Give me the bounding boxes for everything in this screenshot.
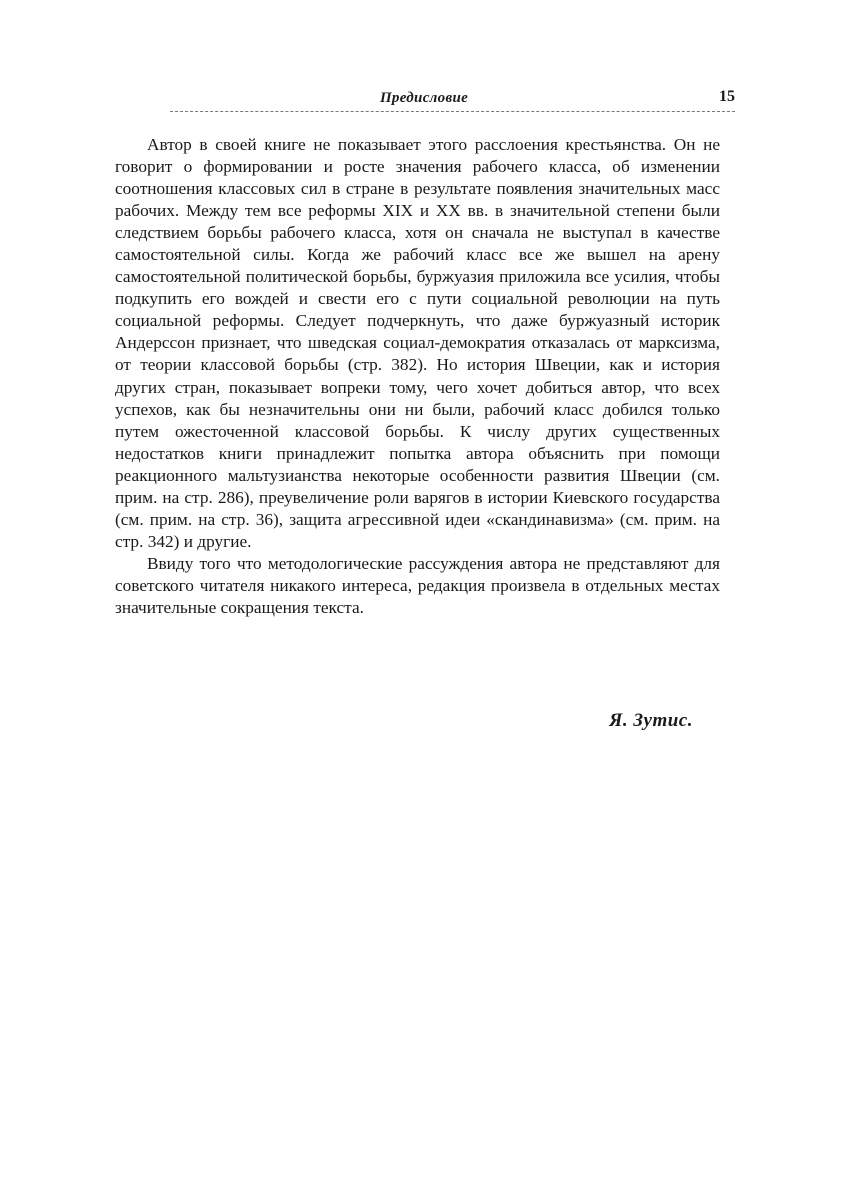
- author-signature: Я. Зутис.: [609, 710, 693, 731]
- paragraph-1: Автор в своей книге не показывает этого расслоения крестьянства. Он не говорит о формировании и росте значения рабочего класса, об изменении соотношения классовых сил в стране в результате появления значительных масс рабочих. Между тем все реформы XIX и XX вв. в значительной степени были следствием борьбы рабочего класса, хотя он сначала не выступал в качестве самостоятельной силы. Когда же рабочий класс все же вышел на арену самостоятельной политической борьбы, буржуазия приложила все усилия, чтобы подкупить его вождей и свести его с пути социальной революции на путь социальной реформы. Следует подчеркнуть, что даже буржуазный историк Андерссон признает, что шведская социал-демократия отказалась от марксизма, от теории классовой борьбы (стр. 382). Но история Швеции, как и история других стран, показывает вопреки тому, чего хочет добиться автор, что всех успехов, как бы незначительны они ни были, рабочий класс добился только путем ожесточенной классовой борьбы. К числу других существенных недостатков книги принадлежит попытка автора объяснить при помощи реакционного мальтузианства некоторые особенности развития Швеции (см. прим. на стр. 286), преувеличение роли варягов в истории Киевского государства (см. прим. на стр. 36), защита агрессивной идеи «скандинавизма» (см. прим. на стр. 342) и другие.: [115, 135, 720, 551]
- body-text: [115, 134, 720, 619]
- running-title: Предисловие: [379, 90, 469, 106]
- page-number: 15: [719, 88, 735, 105]
- page-header: [113, 84, 735, 114]
- header-rule: [170, 111, 735, 112]
- paragraph-2: Ввиду того что методологические рассуждения автора не представляют для советского читателя никакого интереса, редакция произвела в отдельных местах значительные сокращения текста.: [115, 553, 720, 617]
